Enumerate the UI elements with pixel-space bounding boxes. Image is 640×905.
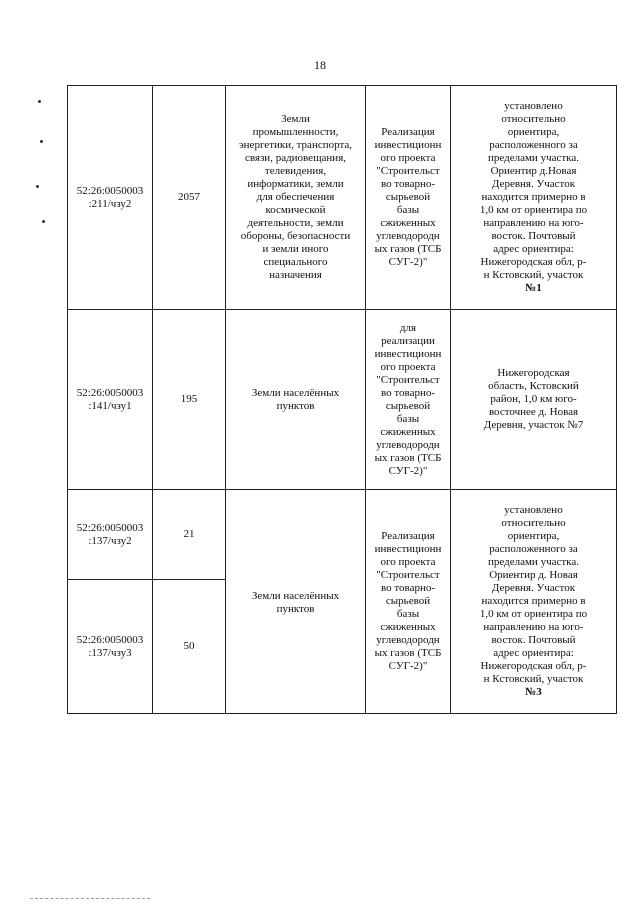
scan-speck [42,220,45,223]
location-text: установлено относительно ориентира, расположенного за пределами участка. Ориентир д. Новая Деревня. Участок находится примерно в 1,0 км от ориентира по направлению на юго- восток. Почтовый адрес ориентира: Нижегородская обл, р- н Кстовский, участок [479,504,588,685]
scan-edge-mark [30,898,150,899]
location [451,86,617,310]
area-value: 21 [153,490,226,580]
table-row [68,86,617,310]
location [451,490,617,714]
cadastral-number: 52:26:0050003 :141/чзу1 [68,310,153,490]
land-category: Земли промышленности, энергетики, транспорта, связи, радиовещания, телевидения, информатики, земли для обеспечения космической деятельности, земли обороны, безопасности и земли иного специального назначения [226,86,366,310]
area-value: 195 [153,310,226,490]
purpose: Реализация инвестиционн ого проекта "Строительст во товарно- сырьевой базы сжиженных углеводородн ых газов (ТСБ СУГ-2)" [366,86,451,310]
scan-speck [40,140,43,143]
table-row [68,310,617,490]
area-value: 50 [153,580,226,714]
location: Нижегородская область, Кстовский район, 1,0 км юго- восточнее д. Новая Деревня, участок №7 [451,310,617,490]
location-text: установлено относительно ориентира, расположенного за пределами участка. Ориентир д.Новая Деревня. Участок находится примерно в 1,0 км от ориентира по направлению на юго- восток. Почтовый адрес ориентира: Нижегородская обл, р- н Кстовский, участок [479,100,588,281]
land-category: Земли населённых пунктов [226,310,366,490]
table-row [68,490,617,580]
location-number: №3 [525,686,542,698]
purpose: для реализации инвестиционн ого проекта "Строительст во товарно- сырьевой базы сжиженных углеводородн ых газов (ТСБ СУГ-2)" [366,310,451,490]
location-number: №1 [525,282,542,294]
scan-speck [38,100,41,103]
cadastral-number: 52:26:0050003 :137/чзу3 [68,580,153,714]
cadastral-number: 52:26:0050003 :137/чзу2 [68,490,153,580]
purpose: Реализация инвестиционн ого проекта "Строительст во товарно- сырьевой базы сжиженных углеводородн ых газов (ТСБ СУГ-2)" [366,490,451,714]
area-value: 2057 [153,86,226,310]
land-plots-table [67,85,617,714]
page-number: 18 [314,58,326,72]
scan-speck [36,185,39,188]
land-category: Земли населённых пунктов [226,490,366,714]
cadastral-number: 52:26:0050003 :211/чзу2 [68,86,153,310]
